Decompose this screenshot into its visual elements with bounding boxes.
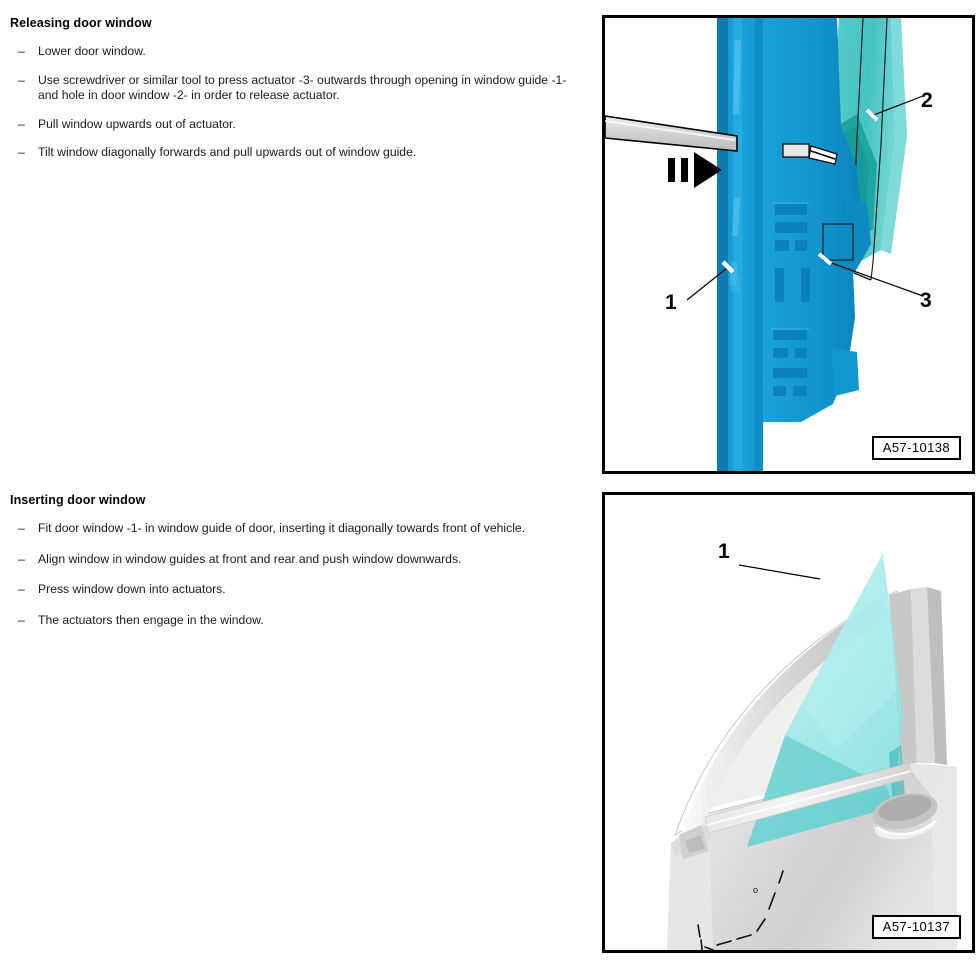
step-text: Fit door window -1- in window guide of door, inserting it diagonally towards front of vehicle. [38,521,526,535]
step-text: Press window down into actuators. [38,582,226,596]
figure-releasing-door-window [602,15,975,474]
step-text: The actuators then engage in the window. [38,612,264,627]
list-item [10,145,580,161]
marking-annotation: o [753,885,759,895]
step-marker: – [18,145,25,159]
figure-2-id-label: A57-10137 [872,915,961,939]
section-inserting-door-window [10,493,580,643]
step-text: Tilt window diagonally forwards and pull upwards out of window guide. [38,145,417,159]
section-releasing-door-window [10,16,580,161]
section-title-releasing: Releasing door window [10,16,152,30]
list-item [10,582,580,598]
step-marker: – [18,72,25,87]
callout-1-window-guide: 1 [665,291,677,314]
step-marker: – [18,612,25,627]
step-marker: – [18,116,25,131]
step-list-releasing [10,44,580,161]
step-marker: – [18,44,25,58]
step-marker: – [18,582,25,596]
figure-2-illustration [605,495,972,950]
step-text: Align window in window guides at front and rear and push window downwards. [38,551,462,566]
list-item [10,552,580,568]
callout-3-actuator: 3 [920,289,932,312]
list-item [10,613,580,629]
figure-1-illustration [605,18,972,471]
step-text: Use screwdriver or similar tool to press actuator -3- outwards through opening in window guide -1- and hole in door window -2- in order to release actuator. [38,72,567,102]
callout-2-door-window: 2 [921,89,933,112]
step-list-inserting [10,521,580,628]
window-guide-rail [717,18,763,471]
step-marker: – [18,521,25,535]
step-text: Lower door window. [38,44,146,58]
figure-inserting-door-window [602,492,975,953]
list-item [10,44,580,60]
figure-1-id-label: A57-10138 [872,436,961,460]
list-item [10,117,580,133]
list-item [10,73,580,104]
step-marker: – [18,551,25,566]
step-text: Pull window upwards out of actuator. [38,116,236,131]
callout-1-door-window: 1 [718,540,730,563]
list-item [10,521,580,537]
section-title-inserting: Inserting door window [10,493,146,507]
